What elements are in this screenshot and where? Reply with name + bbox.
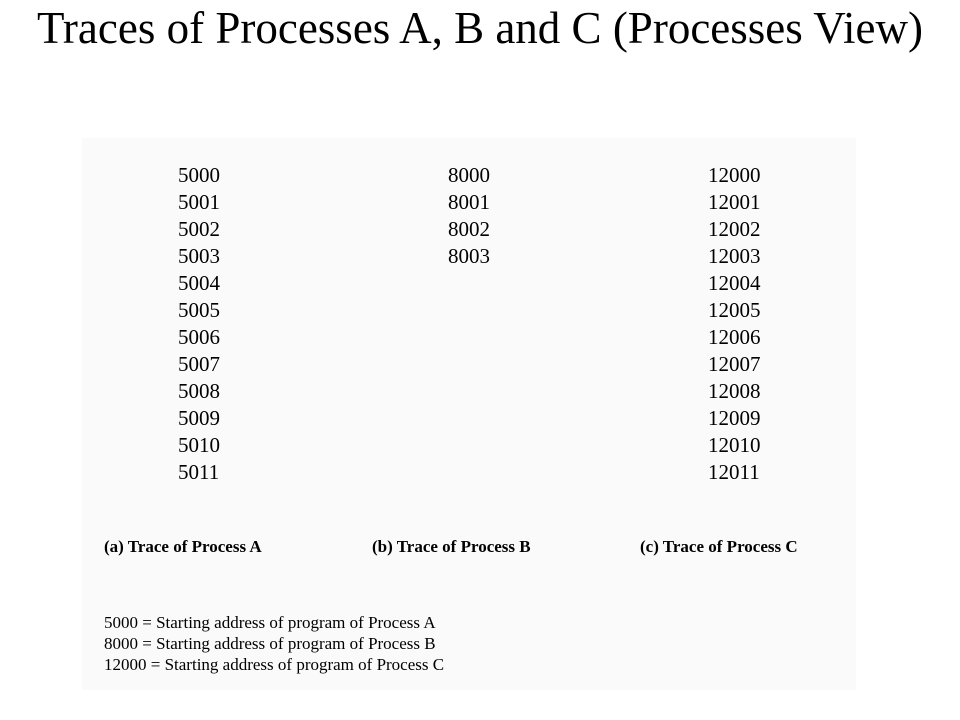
address-entry: 8000 — [448, 163, 490, 187]
address-entry: 8002 — [448, 217, 490, 241]
address-entry: 12006 — [708, 325, 761, 349]
address-entry: 5004 — [178, 271, 220, 295]
address-entry: 12010 — [708, 433, 761, 457]
legend-note: 12000 = Starting address of program of Process C — [104, 655, 445, 674]
address-entry: 5011 — [178, 460, 220, 484]
slide-title: Traces of Processes A, B and C (Processes View) — [37, 3, 923, 53]
address-entry: 12009 — [708, 406, 761, 430]
address-entry: 12003 — [708, 244, 761, 268]
legend-notes — [104, 612, 444, 675]
address-entry: 5009 — [178, 406, 220, 430]
trace-figure — [82, 138, 856, 690]
address-entry: 12000 — [708, 163, 761, 187]
address-entry: 5006 — [178, 325, 220, 349]
address-entry: 8001 — [448, 190, 490, 214]
address-entry: 5008 — [178, 379, 220, 403]
address-entry: 5001 — [178, 190, 220, 214]
address-entry: 12011 — [708, 460, 760, 484]
trace-list-process-c — [708, 162, 761, 486]
address-entry: 8003 — [448, 244, 490, 268]
address-entry: 12004 — [708, 271, 761, 295]
address-entry: 12005 — [708, 298, 761, 322]
trace-list-process-a — [178, 162, 220, 486]
address-entry: 5000 — [178, 163, 220, 187]
address-entry: 12002 — [708, 217, 761, 241]
address-entry: 5002 — [178, 217, 220, 241]
address-entry: 12001 — [708, 190, 761, 214]
caption-process-c: (c) Trace of Process C — [640, 537, 798, 556]
caption-process-a: (a) Trace of Process A — [104, 537, 262, 556]
address-entry: 12007 — [708, 352, 761, 376]
address-entry: 5003 — [178, 244, 220, 268]
caption-process-b: (b) Trace of Process B — [372, 537, 531, 556]
trace-list-process-b — [448, 162, 490, 270]
address-entry: 5005 — [178, 298, 220, 322]
address-entry: 5007 — [178, 352, 220, 376]
legend-note: 8000 = Starting address of program of Process B — [104, 634, 436, 653]
legend-note: 5000 = Starting address of program of Process A — [104, 613, 436, 632]
address-entry: 12008 — [708, 379, 761, 403]
address-entry: 5010 — [178, 433, 220, 457]
